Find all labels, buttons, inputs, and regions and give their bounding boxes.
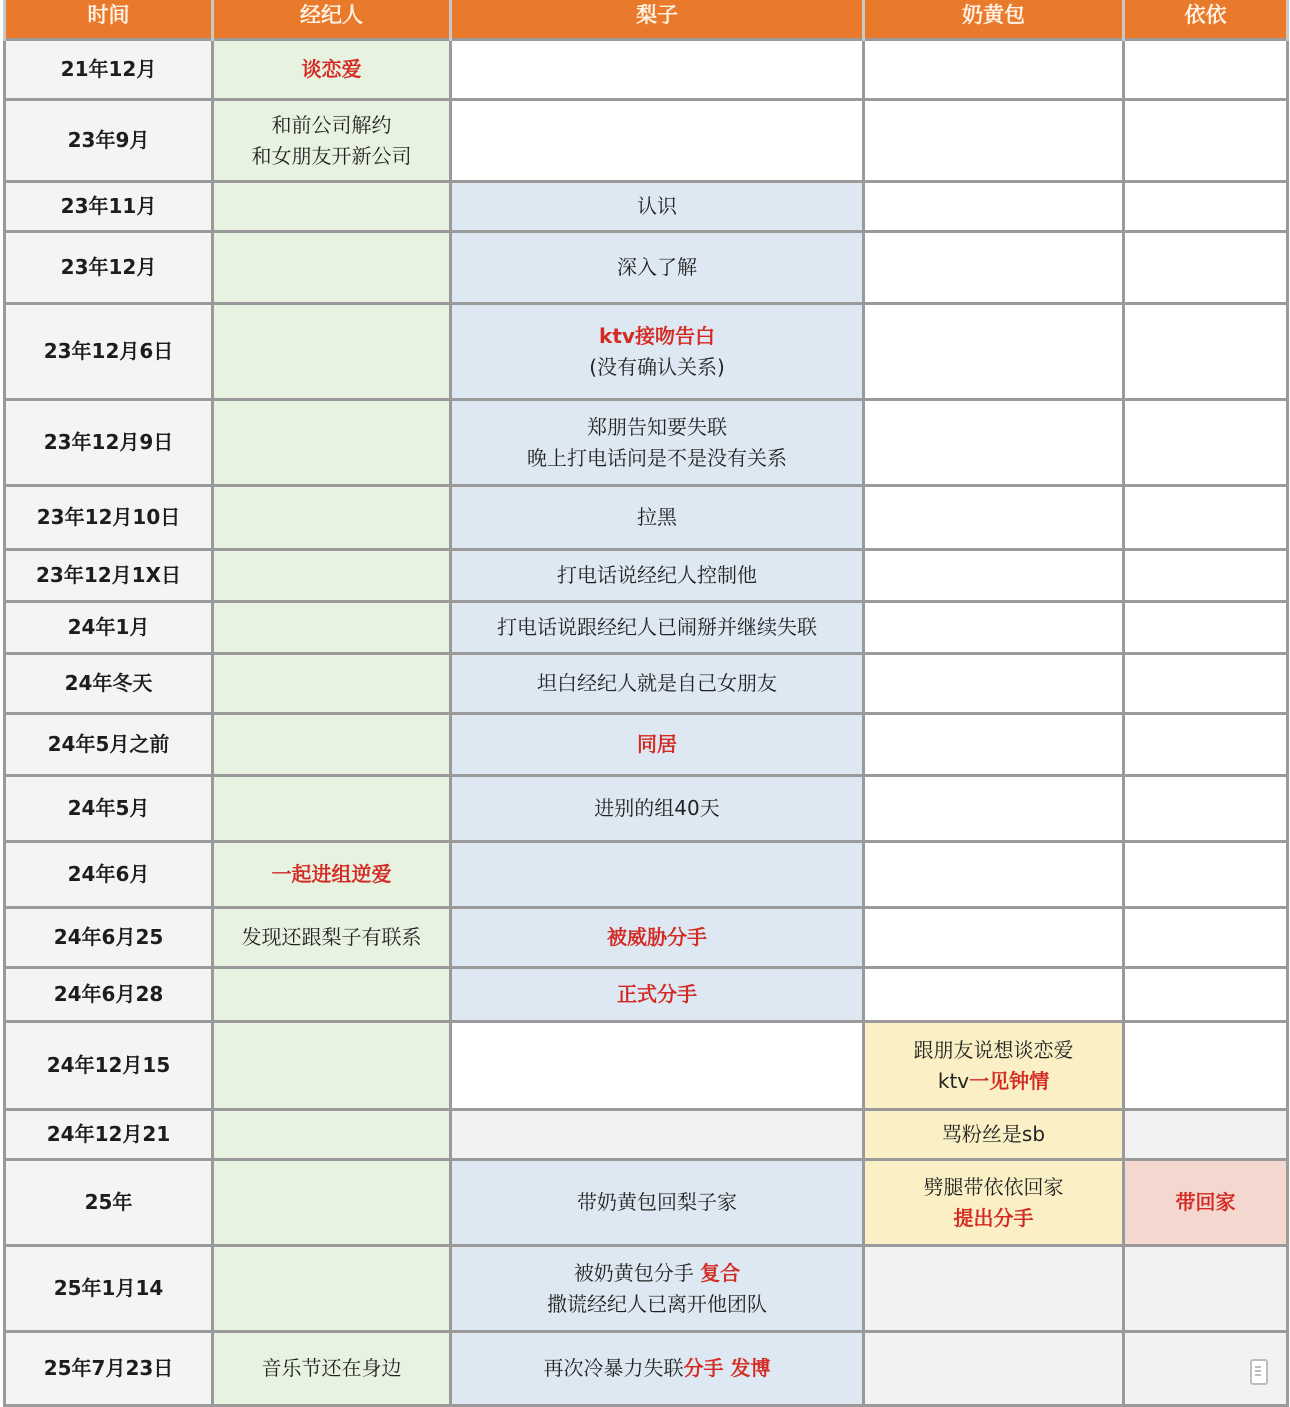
naihuang-cell: 骂粉丝是sb <box>864 1110 1124 1160</box>
agent-cell <box>213 602 451 654</box>
agent-cell: 音乐节还在身边 <box>213 1332 451 1406</box>
header-yiyi: 依依 <box>1124 0 1288 40</box>
yiyi-cell <box>1124 1246 1288 1332</box>
lizi-cell <box>451 1110 864 1160</box>
table-row <box>5 602 1288 654</box>
agent-cell <box>213 1160 451 1246</box>
table-row <box>5 400 1288 486</box>
table-row <box>5 842 1288 908</box>
naihuang-cell <box>864 776 1124 842</box>
table-row <box>5 182 1288 232</box>
naihuang-event-line2: 提出分手 <box>954 1206 1034 1230</box>
naihuang-cell <box>864 40 1124 100</box>
naihuang-cell <box>864 908 1124 968</box>
lizi-event: 被威胁分手 <box>607 925 707 949</box>
yiyi-cell <box>1124 654 1288 714</box>
naihuang-cell <box>864 550 1124 602</box>
table-row <box>5 776 1288 842</box>
table-row <box>5 486 1288 550</box>
naihuang-cell <box>864 1246 1124 1332</box>
naihuang-cell <box>864 1332 1124 1406</box>
agent-cell <box>213 654 451 714</box>
yiyi-cell <box>1124 842 1288 908</box>
naihuang-event-line2b: 一见钟情 <box>969 1069 1049 1093</box>
time-cell: 23年12月1X日 <box>5 550 213 602</box>
agent-cell <box>213 1110 451 1160</box>
lizi-event-b: 分手 发博 <box>684 1356 771 1380</box>
time-cell: 24年5月 <box>5 776 213 842</box>
lizi-event-line1: ktv接吻告白 <box>599 324 715 348</box>
lizi-cell: 打电话说跟经纪人已闹掰并继续失联 <box>451 602 864 654</box>
lizi-cell: 打电话说经纪人控制他 <box>451 550 864 602</box>
lizi-cell <box>451 842 864 908</box>
table-row <box>5 654 1288 714</box>
yiyi-cell <box>1124 1160 1288 1246</box>
lizi-cell: 认识 <box>451 182 864 232</box>
agent-event-line1: 和前公司解约 <box>272 113 392 137</box>
time-cell: 25年7月23日 <box>5 1332 213 1406</box>
header-agent: 经纪人 <box>213 0 451 40</box>
yiyi-cell <box>1124 1110 1288 1160</box>
naihuang-cell <box>864 400 1124 486</box>
naihuang-cell <box>864 232 1124 304</box>
time-cell: 24年1月 <box>5 602 213 654</box>
agent-cell: 发现还跟梨子有联系 <box>213 908 451 968</box>
agent-cell <box>213 550 451 602</box>
time-cell: 23年11月 <box>5 182 213 232</box>
lizi-cell <box>451 100 864 182</box>
header-time: 时间 <box>5 0 213 40</box>
naihuang-cell <box>864 714 1124 776</box>
lizi-event-line1: 郑朋告知要失联 <box>587 415 727 439</box>
yiyi-cell <box>1124 602 1288 654</box>
naihuang-cell <box>864 602 1124 654</box>
table-row <box>5 550 1288 602</box>
lizi-event: 正式分手 <box>617 982 697 1006</box>
yiyi-event: 带回家 <box>1176 1190 1236 1214</box>
agent-cell <box>213 40 451 100</box>
lizi-cell <box>451 968 864 1022</box>
lizi-cell: 深入了解 <box>451 232 864 304</box>
agent-cell <box>213 182 451 232</box>
agent-cell <box>213 400 451 486</box>
naihuang-cell <box>864 486 1124 550</box>
table-row <box>5 100 1288 182</box>
yiyi-cell <box>1124 486 1288 550</box>
naihuang-cell <box>864 1022 1124 1110</box>
yiyi-cell <box>1124 714 1288 776</box>
yiyi-cell <box>1124 776 1288 842</box>
lizi-event: 同居 <box>637 732 677 756</box>
lizi-cell <box>451 1332 864 1406</box>
lizi-cell: 拉黑 <box>451 486 864 550</box>
time-cell: 23年12月9日 <box>5 400 213 486</box>
time-cell: 25年1月14 <box>5 1246 213 1332</box>
table-row <box>5 714 1288 776</box>
agent-event: 谈恋爱 <box>302 57 362 81</box>
agent-cell <box>213 714 451 776</box>
agent-cell <box>213 100 451 182</box>
table-row <box>5 40 1288 100</box>
table-row <box>5 232 1288 304</box>
yiyi-cell <box>1124 182 1288 232</box>
naihuang-event-line2a: ktv <box>938 1069 969 1093</box>
table-row <box>5 1022 1288 1110</box>
lizi-event-line2: 晚上打电话问是不是没有关系 <box>527 446 787 470</box>
time-cell: 23年9月 <box>5 100 213 182</box>
time-cell: 23年12月6日 <box>5 304 213 400</box>
lizi-cell: 进别的组40天 <box>451 776 864 842</box>
yiyi-cell <box>1124 232 1288 304</box>
lizi-cell <box>451 714 864 776</box>
table-row <box>5 1110 1288 1160</box>
lizi-cell <box>451 1022 864 1110</box>
lizi-event-line2: (没有确认关系) <box>589 355 725 379</box>
time-cell: 21年12月 <box>5 40 213 100</box>
table-row <box>5 1332 1288 1406</box>
agent-cell <box>213 1022 451 1110</box>
agent-cell <box>213 776 451 842</box>
time-cell: 24年12月15 <box>5 1022 213 1110</box>
agent-cell <box>213 968 451 1022</box>
naihuang-cell <box>864 842 1124 908</box>
time-cell: 24年冬天 <box>5 654 213 714</box>
lizi-cell <box>451 1246 864 1332</box>
header-lizi: 梨子 <box>451 0 864 40</box>
agent-cell <box>213 232 451 304</box>
time-cell: 24年5月之前 <box>5 714 213 776</box>
lizi-cell <box>451 908 864 968</box>
naihuang-cell <box>864 1160 1124 1246</box>
lizi-cell: 带奶黄包回梨子家 <box>451 1160 864 1246</box>
agent-cell <box>213 842 451 908</box>
lizi-cell <box>451 40 864 100</box>
time-cell: 24年6月28 <box>5 968 213 1022</box>
lizi-event-line2: 撒谎经纪人已离开他团队 <box>547 1292 767 1316</box>
naihuang-cell <box>864 654 1124 714</box>
agent-cell <box>213 304 451 400</box>
lizi-event-a: 再次冷暴力失联 <box>544 1356 684 1380</box>
timeline-table <box>3 0 1289 1407</box>
header-naihuang: 奶黄包 <box>864 0 1124 40</box>
time-cell: 25年 <box>5 1160 213 1246</box>
header-row <box>5 0 1288 40</box>
agent-event: 一起进组逆爱 <box>272 862 392 886</box>
naihuang-cell <box>864 304 1124 400</box>
lizi-cell <box>451 400 864 486</box>
naihuang-cell <box>864 968 1124 1022</box>
naihuang-cell <box>864 182 1124 232</box>
yiyi-cell <box>1124 400 1288 486</box>
yiyi-cell <box>1124 968 1288 1022</box>
lizi-cell: 坦白经纪人就是自己女朋友 <box>451 654 864 714</box>
table-row <box>5 304 1288 400</box>
yiyi-cell <box>1124 304 1288 400</box>
lizi-event-line1a: 被奶黄包分手 <box>574 1261 700 1285</box>
yiyi-cell <box>1124 1022 1288 1110</box>
time-cell: 23年12月 <box>5 232 213 304</box>
yiyi-cell <box>1124 40 1288 100</box>
yiyi-cell <box>1124 908 1288 968</box>
table-row <box>5 1246 1288 1332</box>
lizi-cell <box>451 304 864 400</box>
table-row <box>5 908 1288 968</box>
table-row <box>5 1160 1288 1246</box>
menu-icon <box>1250 1359 1268 1385</box>
agent-cell <box>213 486 451 550</box>
time-cell: 24年6月25 <box>5 908 213 968</box>
agent-cell <box>213 1246 451 1332</box>
time-cell: 23年12月10日 <box>5 486 213 550</box>
table-row <box>5 968 1288 1022</box>
agent-event-line2: 和女朋友开新公司 <box>252 144 412 168</box>
naihuang-event-line1: 劈腿带依依回家 <box>924 1175 1064 1199</box>
lizi-event-line1b: 复合 <box>700 1261 740 1285</box>
naihuang-cell <box>864 100 1124 182</box>
yiyi-cell <box>1124 550 1288 602</box>
time-cell: 24年12月21 <box>5 1110 213 1160</box>
time-cell: 24年6月 <box>5 842 213 908</box>
naihuang-event-line1: 跟朋友说想谈恋爱 <box>914 1038 1074 1062</box>
yiyi-cell <box>1124 100 1288 182</box>
